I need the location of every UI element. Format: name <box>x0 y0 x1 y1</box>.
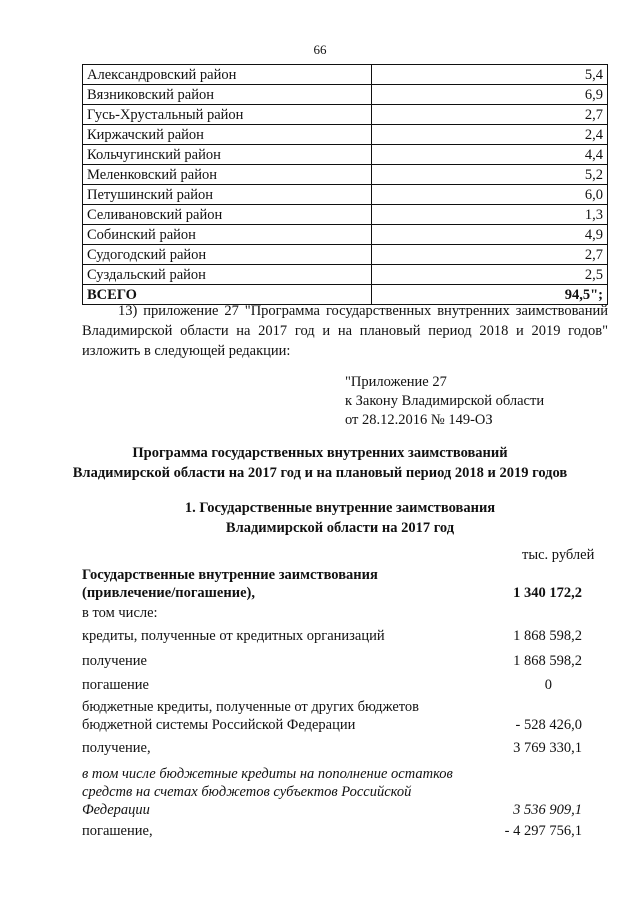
bank-receipt-label: получение <box>82 653 147 669</box>
district-name: Петушинский район <box>83 185 372 205</box>
replenish-label <box>82 765 482 819</box>
replenish-row <box>82 765 582 819</box>
appendix-line: "Приложение 27 <box>345 374 447 390</box>
district-value: 5,4 <box>372 65 608 85</box>
district-name: Вязниковский район <box>83 85 372 105</box>
budget-credits-value: - 528 426,0 <box>515 717 582 733</box>
district-value: 4,9 <box>372 225 608 245</box>
label-line: средств на счетах бюджетов субъектов Российской <box>82 784 412 800</box>
section-title <box>40 498 640 538</box>
replenish-value: 3 536 909,1 <box>513 802 582 818</box>
bank-credits-value: 1 868 598,2 <box>513 628 582 644</box>
district-name: Александровский район <box>83 65 372 85</box>
total-borrowing-value: 1 340 172,2 <box>513 585 582 601</box>
table-row <box>83 185 608 205</box>
district-name: Меленковский район <box>83 165 372 185</box>
budget-receipt-value: 3 769 330,1 <box>513 740 582 756</box>
section-title-line: Владимирской области на 2017 год <box>225 520 455 536</box>
table-row <box>83 85 608 105</box>
amendment-text: 13) приложение 27 "Программа государственных внутренних заимствований Владимирской области на 2017 год и на плановый период 2018 и 2019 годов" изложить в следующей редакции: <box>82 303 608 359</box>
table-row <box>83 205 608 225</box>
district-name: Суздальский район <box>83 265 372 285</box>
program-title-line: Владимирской области на 2017 год и на плановый период 2018 и 2019 годов <box>72 465 568 481</box>
total-label: ВСЕГО <box>83 285 372 305</box>
total-borrowing-label <box>82 566 482 602</box>
label-line: Федерации <box>82 802 150 818</box>
district-value: 5,2 <box>372 165 608 185</box>
districts-table <box>82 64 608 305</box>
table-row <box>83 105 608 125</box>
including-row <box>82 604 582 622</box>
label-line: Государственные внутренние заимствования <box>82 567 378 583</box>
program-title <box>0 443 640 483</box>
bank-receipt-value: 1 868 598,2 <box>513 653 582 669</box>
district-value: 1,3 <box>372 205 608 225</box>
budget-repayment-row <box>82 822 582 840</box>
district-value: 2,4 <box>372 125 608 145</box>
bank-repayment-label: погашение <box>82 677 149 693</box>
appendix-line: к Закону Владимирской области <box>345 393 545 409</box>
budget-repayment-value: - 4 297 756,1 <box>504 823 582 839</box>
district-value: 6,0 <box>372 185 608 205</box>
including-label: в том числе: <box>82 605 158 621</box>
district-value: 6,9 <box>372 85 608 105</box>
budget-credits-label <box>82 698 482 734</box>
unit-label: тыс. рублей <box>522 547 595 563</box>
bank-credits-label: кредиты, полученные от кредитных организаций <box>82 628 385 644</box>
budget-receipt-label: получение, <box>82 740 151 756</box>
district-name: Собинский район <box>83 225 372 245</box>
bank-repayment-value: 0 <box>544 677 552 693</box>
table-row <box>83 125 608 145</box>
total-value: 94,5"; <box>372 285 608 305</box>
district-name: Судогодский район <box>83 245 372 265</box>
district-name: Гусь-Хрустальный район <box>83 105 372 125</box>
district-name: Селивановский район <box>83 205 372 225</box>
amendment-paragraph <box>82 301 608 361</box>
bank-credits-row <box>82 627 582 645</box>
district-value: 4,4 <box>372 145 608 165</box>
budget-credits-row <box>82 698 582 734</box>
label-line: бюджетные кредиты, полученные от других бюджетов <box>82 699 420 715</box>
appendix-line: от 28.12.2016 № 149-ОЗ <box>345 412 493 428</box>
budget-receipt-row <box>82 739 582 757</box>
label-line: в том числе бюджетные кредиты на пополнение остатков <box>82 766 453 782</box>
district-value: 2,5 <box>372 265 608 285</box>
district-value: 2,7 <box>372 105 608 125</box>
section-title-line: 1. Государственные внутренние заимствования <box>184 500 496 516</box>
total-borrowing-row <box>82 566 582 602</box>
table-row <box>83 65 608 85</box>
page-number: 66 <box>313 42 327 57</box>
district-name: Киржачский район <box>83 125 372 145</box>
district-name: Кольчугинский район <box>83 145 372 165</box>
table-row <box>83 245 608 265</box>
appendix-reference <box>345 373 544 430</box>
district-value: 2,7 <box>372 245 608 265</box>
table-row <box>83 265 608 285</box>
bank-repayment-row <box>82 676 582 694</box>
table-row <box>83 165 608 185</box>
table-row <box>83 225 608 245</box>
budget-repayment-label: погашение, <box>82 823 153 839</box>
table-row <box>83 145 608 165</box>
label-line: (привлечение/погашение), <box>82 585 255 601</box>
program-title-line: Программа государственных внутренних заимствований <box>132 445 508 461</box>
bank-receipt-row <box>82 652 582 670</box>
label-line: бюджетной системы Российской Федерации <box>82 717 356 733</box>
